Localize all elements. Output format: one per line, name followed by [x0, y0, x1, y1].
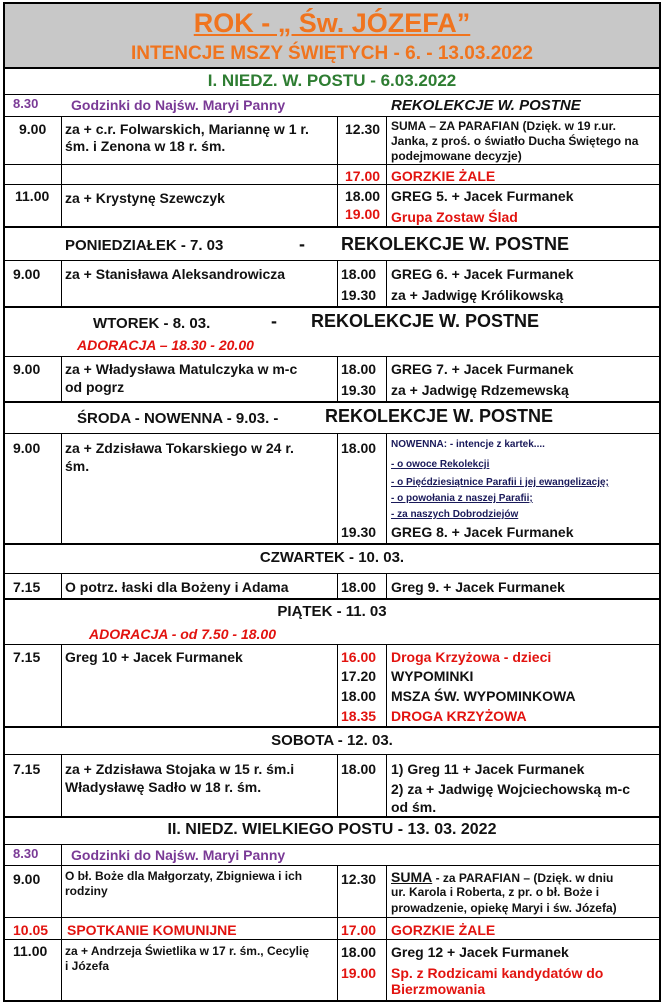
thursday-rtime: 18.00: [341, 579, 377, 595]
sunday1-row2-rtext2: Grupa Zostaw Ślad: [391, 209, 518, 225]
saturday-line1: za + Zdzisława Stojaka w 15 r. śm.i: [65, 761, 295, 777]
sunday1-rekolekcje: REKOLEKCJE W. POSTNE: [391, 97, 581, 114]
wednesday-rtext2: GREG 8. + Jacek Furmanek: [391, 524, 574, 540]
thursday-text: O potrz. łaski dla Bożeny i Adama: [65, 579, 289, 595]
sunday2-row1-rline2: ur. Karola i Roberta, z pr. o bł. Boże i: [391, 885, 600, 899]
thursday-time: 7.15: [13, 579, 41, 595]
sunday2-godzinki-time: 8.30: [13, 846, 39, 861]
sunday1-godzinki: Godzinki do Najśw. Maryi Panny: [71, 97, 286, 113]
monday-rtext1: GREG 6. + Jacek Furmanek: [391, 266, 574, 282]
sunday2-suma-rest: - za PARAFIAN – (Dzięk. w dniu: [432, 871, 614, 885]
monday-rtime2: 19.30: [341, 287, 377, 303]
thursday-rtext: Greg 9. + Jacek Furmanek: [391, 579, 565, 595]
wednesday-nowenna-item4: - za naszych Dobrodziejów: [391, 509, 519, 520]
friday-time: 7.15: [13, 649, 41, 665]
monday-time: 9.00: [13, 266, 41, 282]
tuesday-rekolekcje: REKOLEKCJE W. POSTNE: [311, 311, 540, 331]
sunday2-row3-rline1: Sp. z Rodzicami kandydatów do: [391, 965, 604, 981]
tuesday-line1: za + Władysława Matulczyka w m-c: [65, 361, 298, 377]
friday-time2: 17.20: [341, 668, 377, 684]
monday-text: za + Stanisława Aleksandrowicza: [65, 266, 286, 282]
sunday1-heading: I. NIEDZ. W. POSTU - 6.03.2022: [207, 71, 457, 90]
wednesday-line2: śm.: [65, 458, 90, 474]
sunday2-suma: SUMA: [391, 869, 433, 885]
sunday2-row3-time: 11.00: [13, 943, 48, 959]
sunday2-gorzkie-time: 17.00: [341, 922, 377, 938]
tuesday-rtext2: za + Jadwigę Rdzemewską: [391, 382, 569, 398]
sunday1-row2-rtext1: GREG 5. + Jacek Furmanek: [391, 188, 574, 204]
monday-rtext2: za + Jadwigę Królikowską: [391, 287, 564, 303]
sunday2-heading: II. NIEDZ. WIELKIEGO POSTU - 13. 03. 2022: [167, 821, 497, 838]
sunday2-row3-line1: za + Andrzeja Świetlika w 17 r. śm., Cecylię: [65, 944, 310, 958]
wednesday-rekolekcje: REKOLEKCJE W. POSTNE: [325, 406, 554, 426]
sunday1-row1-rline1: SUMA – ZA PARAFIAN (Dzięk. w 19 r.ur.: [391, 119, 616, 133]
wednesday-time: 9.00: [13, 440, 41, 456]
friday-heading: PIĄTEK - 11. 03: [277, 603, 387, 620]
saturday-rline2: 2) za + Jadwigę Wojciechowską m-c: [391, 781, 630, 797]
sunday2-godzinki: Godzinki do Najśw. Maryi Panny: [71, 847, 286, 863]
tuesday-rtime1: 18.00: [341, 361, 377, 377]
sunday1-row1-time: 9.00: [19, 121, 47, 137]
friday-time1: 16.00: [341, 649, 377, 665]
monday-rtime1: 18.00: [341, 266, 377, 282]
friday-event3: MSZA ŚW. WYPOMINKOWA: [391, 688, 576, 704]
sunday2-row1-time: 9.00: [13, 871, 41, 887]
sunday1-gorzkie: GORZKIE ŻALE: [391, 168, 496, 184]
sunday1-row1-line1: za + c.r. Folwarskich, Mariannę w 1 r.: [65, 121, 309, 137]
saturday-heading: SOBOTA - 12. 03.: [271, 732, 393, 749]
sunday2-row1-line1: O bł. Boże dla Małgorzaty, Zbigniewa i ich: [65, 869, 303, 883]
sunday2-row1-line2: rodziny: [65, 884, 108, 898]
tuesday-line2: od pogrz: [65, 379, 125, 395]
friday-time3: 18.00: [341, 688, 377, 704]
sunday1-row1-rtime: 12.30: [345, 121, 381, 137]
tuesday-rtime2: 19.30: [341, 382, 377, 398]
sunday2-row3-rtext1: Greg 12 + Jacek Furmanek: [391, 944, 569, 960]
sunday2-row3-line2: i Józefa: [65, 959, 110, 973]
saturday-rline1: 1) Greg 11 + Jacek Furmanek: [391, 761, 585, 777]
wednesday-nowenna-item2: - o Pięćdziesiątnice Parafii i jej ewangelizację;: [391, 477, 609, 488]
sunday1-godzinki-time: 8.30: [13, 96, 39, 111]
monday-heading: PONIEDZIAŁEK - 7. 03: [65, 237, 224, 254]
sunday1-gorzkie-time: 17.00: [345, 168, 381, 184]
thursday-heading: CZWARTEK - 10. 03.: [259, 549, 405, 566]
friday-adoracja: ADORACJA - od 7.50 - 18.00: [89, 626, 276, 642]
sunday1-row1-rline2: Janka, z proś. o światło Ducha Świętego na: [391, 134, 639, 148]
tuesday-rtext1: GREG 7. + Jacek Furmanek: [391, 361, 574, 377]
friday-event2: WYPOMINKI: [391, 668, 474, 684]
schedule-sheet: [3, 2, 661, 1002]
friday-event1: Droga Krzyżowa - dzieci: [391, 649, 552, 665]
tuesday-dash: -: [271, 311, 277, 331]
saturday-time: 7.15: [13, 761, 41, 777]
wednesday-nowenna-item1: - o owoce Rekolekcji: [391, 459, 490, 470]
sunday2-row1-rline3: prowadzenie, opiekę Maryi i św. Józefa): [391, 901, 617, 915]
sunday2-row3-rtime1: 18.00: [341, 944, 377, 960]
sunday1-row2-rtime2: 19.00: [345, 206, 381, 222]
friday-text: Greg 10 + Jacek Furmanek: [65, 649, 243, 665]
sunday1-row1-line2: śm. i Zenona w 18 r. śm.: [65, 138, 226, 154]
sunday2-row3-rtime2: 19.00: [341, 965, 377, 981]
sunday2-spotkanie-time: 10.05: [13, 922, 49, 938]
sunday2-row1-rtime: 12.30: [341, 871, 377, 887]
wednesday-rtime1: 18.00: [341, 440, 377, 456]
sunday1-row1-rline3: podejmowane decyzje): [391, 149, 522, 163]
tuesday-adoracja: ADORACJA – 18.30 - 20.00: [77, 337, 254, 353]
monday-dash: -: [299, 234, 305, 254]
wednesday-line1: za + Zdzisława Tokarskiego w 24 r.: [65, 440, 294, 456]
sunday2-gorzkie: GORZKIE ŻALE: [391, 922, 496, 938]
wednesday-nowenna-item3: - o powołania z naszej Parafii;: [391, 493, 533, 504]
monday-rekolekcje: REKOLEKCJE W. POSTNE: [341, 234, 570, 254]
wednesday-rtime2: 19.30: [341, 524, 377, 540]
page-title: ROK - „ Św. JÓZEFA”: [193, 8, 471, 38]
friday-time4: 18.35: [341, 708, 377, 724]
friday-event4: DROGA KRZYŻOWA: [391, 708, 527, 724]
sunday1-row2-time: 11.00: [15, 188, 50, 204]
wednesday-heading: ŚRODA - NOWENNA - 9.03. -: [77, 410, 279, 427]
sunday1-row2-text: za + Krystynę Szewczyk: [65, 190, 225, 206]
sunday2-spotkanie: SPOTKANIE KOMUNIJNE: [67, 922, 237, 938]
saturday-line2: Władysławę Sadło w 18 r. śm.: [65, 779, 262, 795]
tuesday-heading: WTOREK - 8. 03.: [93, 315, 211, 332]
tuesday-time: 9.00: [13, 361, 41, 377]
wednesday-nowenna: NOWENNA: - intencje z kartek....: [391, 439, 545, 450]
saturday-rtime: 18.00: [341, 761, 377, 777]
saturday-rline3: od śm.: [391, 799, 437, 815]
page-subtitle: INTENCJE MSZY ŚWIĘTYCH - 6. - 13.03.2022: [131, 43, 533, 64]
sunday1-row2-rtime1: 18.00: [345, 188, 381, 204]
sunday2-row3-rline2: Bierzmowania: [391, 981, 486, 997]
